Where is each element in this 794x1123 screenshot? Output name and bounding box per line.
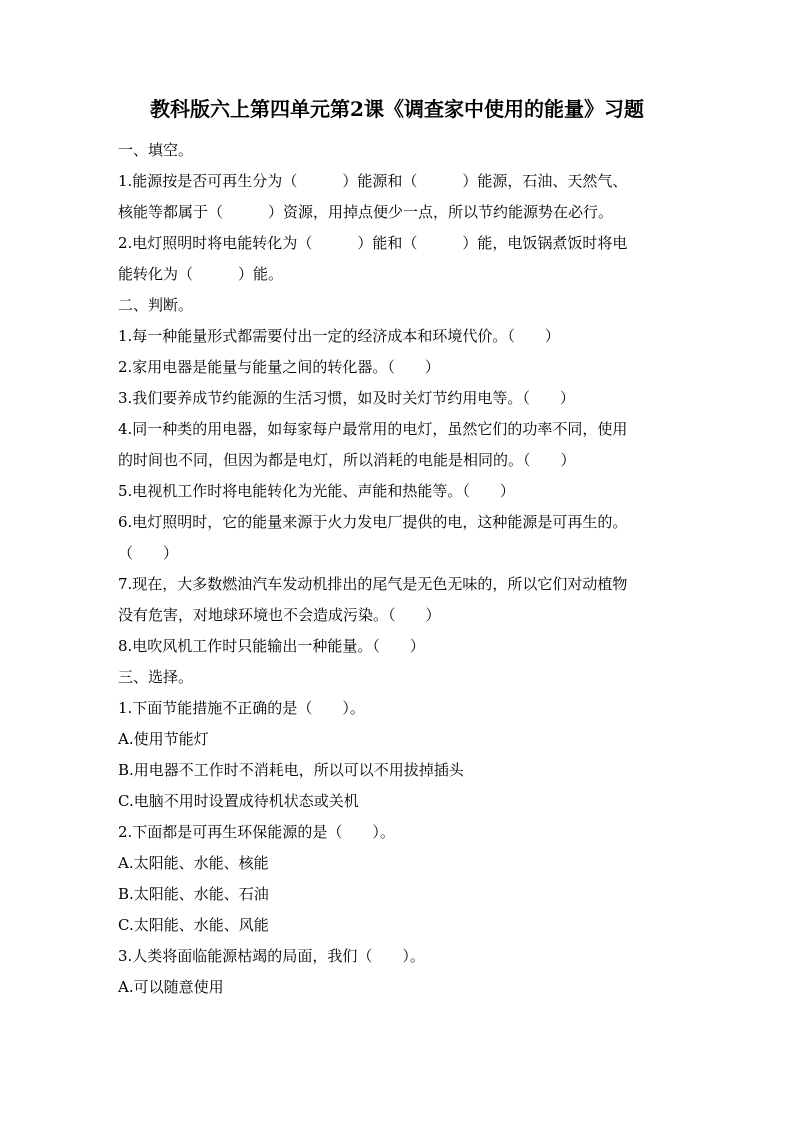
mc-question-3-option-a: A.可以随意使用 [118, 978, 224, 996]
tf-question-8: 8.电吹风机工作时只能输出一种能量。（ ） [118, 637, 425, 655]
tf-question-7-line-2: 没有危害，对地球环境也不会造成污染。（ ） [118, 606, 441, 624]
mc-question-1-stem: 1.下面节能措施不正确的是（ ）。 [118, 699, 365, 717]
mc-question-2-option-a: A.太阳能、水能、核能 [118, 854, 269, 872]
mc-question-3-stem: 3.人类将面临能源枯竭的局面，我们（ ）。 [118, 947, 425, 965]
mc-question-1-option-b: B.用电器不工作时不消耗电，所以可以不用拔掉插头 [118, 761, 464, 779]
tf-question-5: 5.电视机工作时将电能转化为光能、声能和热能等。（ ） [118, 482, 515, 500]
tf-question-6-line-1: 6.电灯照明时，它的能量来源于火力发电厂提供的电，这种能源是可再生的。 [118, 513, 628, 531]
tf-question-3: 3.我们要养成节约能源的生活习惯，如及时关灯节约用电等。（ ） [118, 389, 575, 407]
fill-question-2-line-1: 2.电灯照明时将电能转化为（ ）能和（ ）能，电饭锅煮饭时将电 [118, 234, 628, 252]
tf-question-6-line-2: （ ） [118, 544, 179, 562]
fill-question-1-line-2: 核能等都属于（ ）资源，用掉点便少一点，所以节约能源势在必行。 [118, 203, 614, 221]
page-title: 教科版六上第四单元第2课《调查家中使用的能量》习题 [150, 97, 644, 121]
section-heading-fill-blank: 一、填空。 [118, 141, 194, 159]
worksheet-content [118, 135, 678, 1003]
mc-question-2-option-c: C.太阳能、水能、风能 [118, 916, 269, 934]
section-heading-multiple-choice: 三、选择。 [118, 668, 194, 686]
fill-question-2-line-2: 能转化为（ ）能。 [118, 265, 284, 283]
tf-question-4-line-2: 的时间也不同，但因为都是电灯，所以消耗的电能是相同的。（ ） [118, 451, 576, 469]
fill-question-1-line-1: 1.能源按是否可再生分为（ ）能源和（ ）能源，石油、天然气、 [118, 172, 628, 190]
mc-question-1-option-a: A.使用节能灯 [118, 730, 209, 748]
section-heading-true-false: 二、判断。 [118, 296, 194, 314]
tf-question-7-line-1: 7.现在，大多数燃油汽车发动机排出的尾气是无色无味的，所以它们对动植物 [118, 575, 628, 593]
mc-question-1-option-c: C.电脑不用时设置成待机状态或关机 [118, 792, 359, 810]
tf-question-2: 2.家用电器是能量与能量之间的转化器。（ ） [118, 358, 440, 376]
tf-question-1: 1.每一种能量形式都需要付出一定的经济成本和环境代价。（ ） [118, 327, 560, 345]
tf-question-4-line-1: 4.同一种类的用电器，如每家每户最常用的电灯，虽然它们的功率不同，使用 [118, 420, 628, 438]
mc-question-2-option-b: B.太阳能、水能、石油 [118, 885, 269, 903]
mc-question-2-stem: 2.下面都是可再生环保能源的是（ ）。 [118, 823, 395, 841]
